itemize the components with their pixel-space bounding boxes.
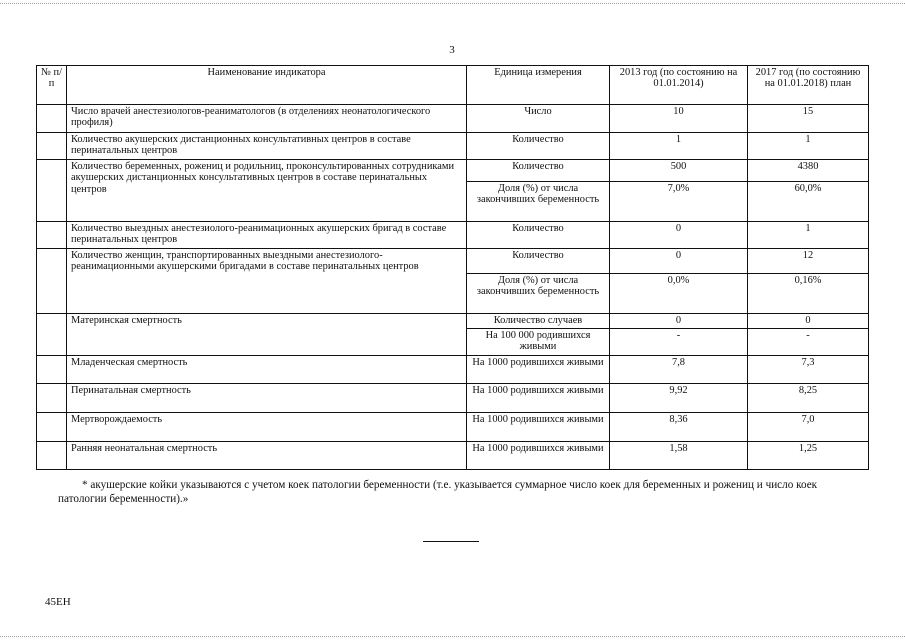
unit-cell: Число [467, 105, 610, 133]
value-2017: 1 [748, 222, 869, 249]
value-2017: - [748, 329, 869, 356]
unit-cell: На 100 000 родившихся живыми [467, 329, 610, 356]
table-row [37, 356, 869, 384]
row-number [37, 384, 67, 413]
row-number [37, 442, 67, 470]
value-2013: 500 [610, 160, 748, 182]
value-2013: 7,0% [610, 182, 748, 222]
page-number: 3 [449, 44, 455, 56]
table-row [37, 249, 869, 274]
value-2013: - [610, 329, 748, 356]
unit-cell: На 1000 родившихся живыми [467, 442, 610, 470]
indicator-name: Количество женщин, транспортированных выездными анестезиолого-реанимационными акушерскими бригадами в составе перинатальных центров [67, 249, 467, 314]
indicator-name: Количество беременных, рожениц и родильниц, проконсультированных сотрудниками акушерских дистанционных консультативных центров в составе перинатальных центров [67, 160, 467, 222]
row-number [37, 105, 67, 133]
unit-cell: Количество [467, 249, 610, 274]
unit-cell: На 1000 родившихся живыми [467, 356, 610, 384]
value-2013: 10 [610, 105, 748, 133]
value-2017: 0 [748, 314, 869, 329]
value-2017: 60,0% [748, 182, 869, 222]
unit-cell: На 1000 родившихся живыми [467, 384, 610, 413]
value-2013: 7,8 [610, 356, 748, 384]
value-2013: 8,36 [610, 413, 748, 442]
table-row [37, 160, 869, 182]
value-2013: 0 [610, 249, 748, 274]
unit-cell: Количество [467, 133, 610, 160]
value-2013: 1 [610, 133, 748, 160]
footnote: * акушерские койки указываются с учетом коек патологии беременности (т.е. указывается суммарное число коек для беременных и рожениц и число коек патологии беременности).» [58, 479, 818, 505]
scan-edge-bottom [0, 636, 905, 638]
table-row [37, 314, 869, 329]
unit-cell: Доля (%) от числа закончивших беременность [467, 182, 610, 222]
unit-cell: Количество случаев [467, 314, 610, 329]
unit-cell: На 1000 родившихся живыми [467, 413, 610, 442]
value-2017: 4380 [748, 160, 869, 182]
unit-cell: Доля (%) от числа закончивших беременность [467, 274, 610, 314]
indicator-name: Младенческая смертность [67, 356, 467, 384]
unit-cell: Количество [467, 222, 610, 249]
unit-cell: Количество [467, 160, 610, 182]
value-2013: 0 [610, 314, 748, 329]
indicator-name: Число врачей анестезиологов-реаниматологов (в отделениях неонатологического профиля) [67, 105, 467, 133]
table-row [37, 222, 869, 249]
value-2013: 1,58 [610, 442, 748, 470]
table-row [37, 133, 869, 160]
table-row [37, 413, 869, 442]
indicator-name: Ранняя неонатальная смертность [67, 442, 467, 470]
document-code: 45ЕН [45, 596, 71, 608]
indicators-table [36, 65, 869, 470]
row-number [37, 160, 67, 222]
row-number [37, 314, 67, 356]
value-2017: 12 [748, 249, 869, 274]
value-2017: 1 [748, 133, 869, 160]
indicator-name: Количество выездных анестезиолого-реанимационных акушерских бригад в составе перинатальных центров [67, 222, 467, 249]
header-2017: 2017 год (по состоянию на 01.01.2018) план [748, 66, 869, 105]
indicator-name: Перинатальная смертность [67, 384, 467, 413]
value-2017: 7,3 [748, 356, 869, 384]
value-2017: 15 [748, 105, 869, 133]
indicator-name: Мертворождаемость [67, 413, 467, 442]
table-row [37, 442, 869, 470]
value-2017: 0,16% [748, 274, 869, 314]
value-2013: 0 [610, 222, 748, 249]
closing-rule [423, 541, 479, 542]
table-row [37, 105, 869, 133]
table-row [37, 384, 869, 413]
row-number [37, 133, 67, 160]
row-number [37, 249, 67, 314]
header-unit: Единица измерения [467, 66, 610, 105]
value-2017: 8,25 [748, 384, 869, 413]
row-number [37, 356, 67, 384]
value-2017: 1,25 [748, 442, 869, 470]
row-number [37, 222, 67, 249]
value-2013: 9,92 [610, 384, 748, 413]
value-2013: 0,0% [610, 274, 748, 314]
row-number [37, 413, 67, 442]
indicator-name: Количество акушерских дистанционных консультативных центров в составе перинатальных центров [67, 133, 467, 160]
header-name: Наименование индикатора [67, 66, 467, 105]
header-2013: 2013 год (по состоянию на 01.01.2014) [610, 66, 748, 105]
header-num: № п/п [37, 66, 67, 105]
table-header-row [37, 66, 869, 105]
indicator-name: Материнская смертность [67, 314, 467, 356]
scan-edge-top [0, 3, 905, 5]
value-2017: 7,0 [748, 413, 869, 442]
